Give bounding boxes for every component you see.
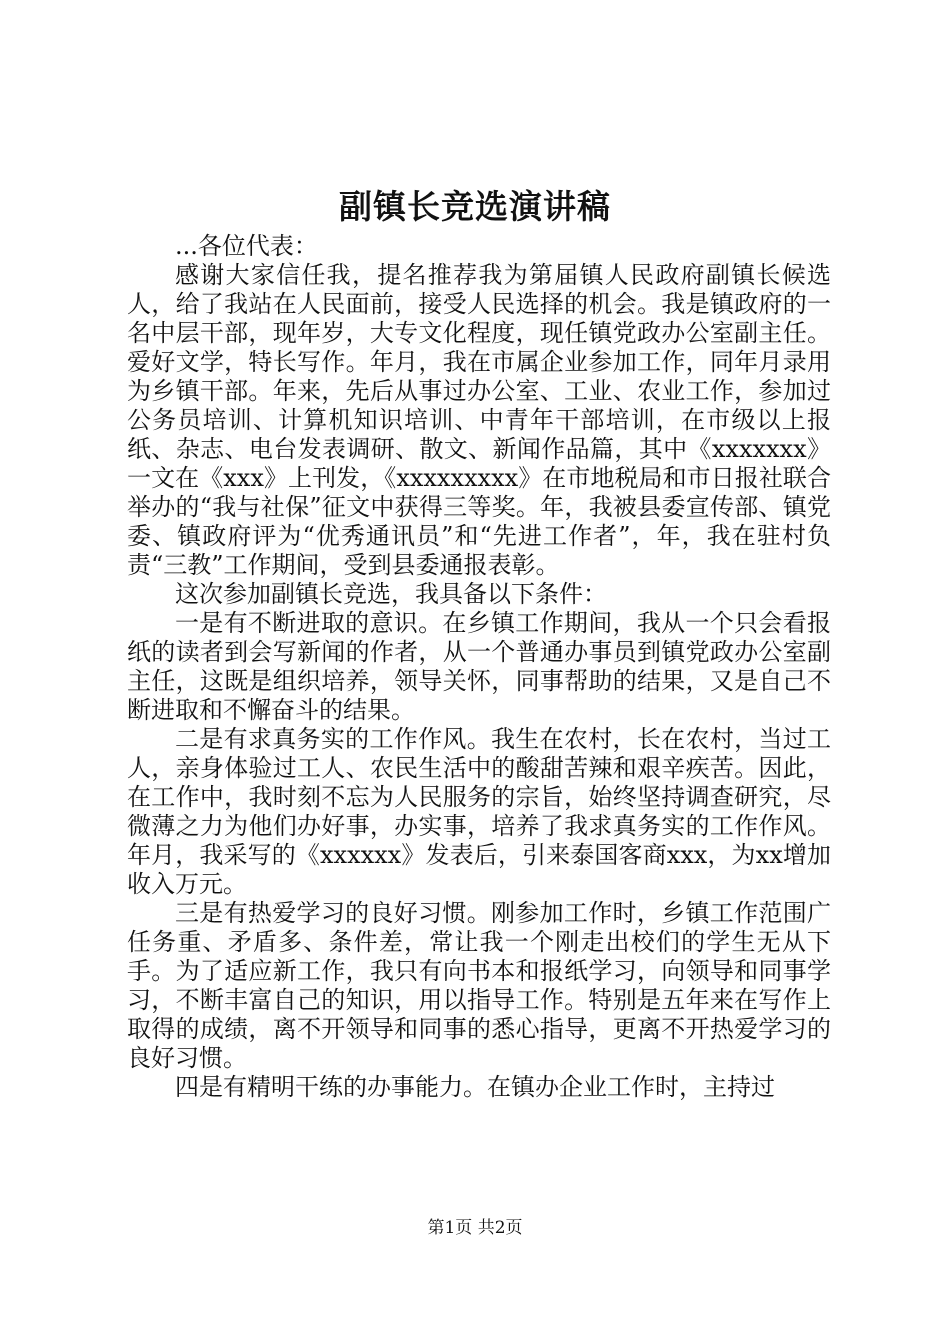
condition-two-paragraph: 二是有求真务实的工作作风。我生在农村，长在农村，当过工人，亲身体验过工人、农民生活中的酸甜苦辣和艰辛疾苦。因此，在工作中，我时刻不忘为人民服务的宗旨，始终坚持调查研究，尽微薄之力为他们办好事，办实事，培养了我求真务实的工作作风。年月，我采写的《xxxxxx》发表后，引来泰国客商xxx，为xx增加收入万元。	[127, 725, 831, 898]
condition-three-paragraph: 三是有热爱学习的良好习惯。刚参加工作时，乡镇工作范围广任务重、矛盾多、条件差，常让我一个刚走出校们的学生无从下手。为了适应新工作，我只有向书本和报纸学习，向领导和同事学习，不断丰富自己的知识，用以指导工作。特别是五年来在写作上取得的成绩，离不开领导和同事的悉心指导，更离不开热爱学习的良好习惯。	[127, 899, 831, 1072]
salutation-paragraph: ...各位代表：	[175, 232, 318, 260]
page-footer: 第1页 共2页	[427, 1218, 523, 1238]
document-body	[127, 232, 831, 1102]
condition-four-paragraph: 四是有精明干练的办事能力。在镇办企业工作时，主持过	[175, 1073, 775, 1101]
condition-one-paragraph: 一是有不断进取的意识。在乡镇工作期间，我从一个只会看报纸的读者到会写新闻的作者，从一个普通办事员到镇党政办公室副主任，这既是组织培养，领导关怀，同事帮助的结果，又是自己不断进取和不懈奋斗的结果。	[127, 609, 831, 724]
introduction-paragraph: 感谢大家信任我，提名推荐我为第届镇人民政府副镇长候选人，给了我站在人民面前，接受人民选择的机会。我是镇政府的一名中层干部，现年岁，大专文化程度，现任镇党政办公室副主任。爱好文学，特长写作。年月，我在市属企业参加工作，同年月录用为乡镇干部。年来，先后从事过办公室、工业、农业工作，参加过公务员培训、计算机知识培训、中青年干部培训，在市级以上报纸、杂志、电台发表调研、散文、新闻作品篇，其中《xxxxxxx》一文在《xxx》上刊发，《xxxxxxxxx》在市地税局和市日报社联合举办的“我与社保”征文中获得三等奖。年，我被县委宣传部、镇党委、镇政府评为“优秀通讯员”和“先进工作者”，年，我在驻村负责“三教”工作期间，受到县委通报表彰。	[127, 261, 831, 579]
conditions-intro-paragraph: 这次参加副镇长竞选，我具备以下条件：	[175, 580, 607, 608]
document-title: 副镇长竞选演讲稿	[339, 187, 611, 226]
